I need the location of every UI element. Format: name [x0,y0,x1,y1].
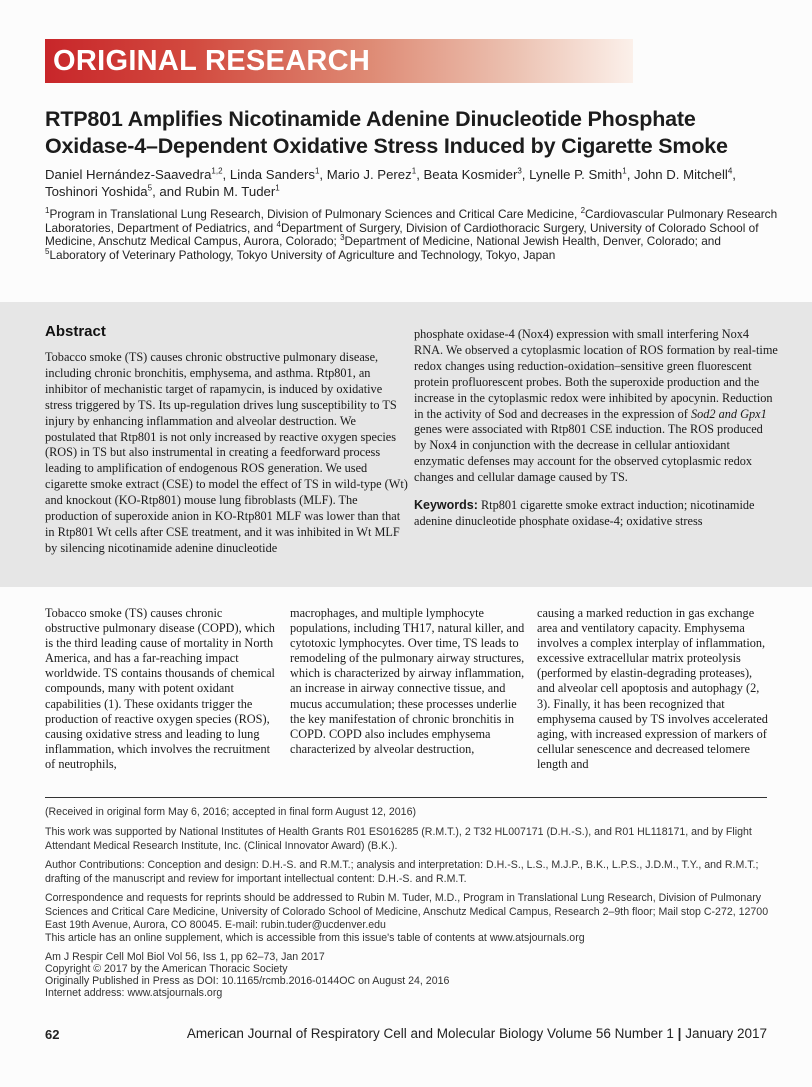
body-column-1: Tobacco smoke (TS) causes chronic obstructive pulmonary disease (COPD), which is the third leading cause of mortality in North America, and has a far-reaching impact worldwide. TS contains thousands of chemical compounds, many with potent oxidant capabilities (1). These oxidants trigger the production of reactive oxygen species (ROS), causing oxidative stress and leading to lung inflammation, which involves the recruitment of neutrophils, [45,606,275,771]
author-list [45,166,785,200]
supplement-note: This article has an online supplement, which is accessible from this issue's table of contents at www.atsjournals.org [45,932,585,944]
copyright-line: Copyright © 2017 by the American Thoracic Society [45,963,288,975]
author-affiliation-marker: 1,2 [211,166,223,176]
affiliation-marker: 3 [340,233,345,243]
journal-name: American Journal of Respiratory Cell and Molecular Biology Volume 56 Number 1 [186,1026,674,1041]
author-name: Rubin M. Tuder [185,184,276,199]
affiliations [45,208,785,262]
article-title [45,106,785,160]
abstract-text-left [45,350,409,557]
body-column-2: macrophages, and multiple lymphocyte populations, including TH17, natural killer, and cytotoxic lymphocytes. Over time, TS leads to remodeling of the pulmonary airway structures, which is characterized by airway inflammation, an increase in airway connective tissue, and mucus accumulation; these processes underlie the key manifestation of chronic bronchitis in COPD. COPD also includes emphysema characterized by alveolar destruction, [290,606,525,756]
author-separator: , [319,167,327,182]
keywords-list: Rtp801 cigarette smoke extract induction; nicotinamide adenine dinucleotide phosphate oxidase-4; oxidative stress [414,498,755,528]
author-affiliation-marker: 1 [411,166,417,176]
author-name: Toshinori Yoshida [45,184,148,199]
author-affiliation-marker: 1 [275,183,280,193]
author-name: Lynelle P. Smith [529,167,623,182]
author-affiliation-marker: 4 [727,166,733,176]
author-separator: , [626,167,635,182]
abstract-paragraph: Tobacco smoke (TS) causes chronic obstructive pulmonary disease, including chronic bronchitis, emphysema, and asthma. Rtp801, an inhibitor of mechanistic target of rapamycin, is induced by oxidative stress triggered by TS. Its up-regulation drives lung susceptibility to TS injury by enhancing inflammation and alveolar destruction. We postulated that Rtp801 is not only increased by reactive oxygen species (ROS) in TS but also instrumental in creating a feedforward process leading to amplification of endogenous ROS generation. We used cigarette smoke extract (CSE) to model the effect of TS in wild-type (Wt) and knockout (KO-Rtp801) mouse lung fibroblasts (MLF). The production of superoxide anion in KO-Rtp801 MLF was lower than that in Rtp801 Wt cells after CSE treatment, and it was inhibited in Wt MLF by silencing nicotinamide adenine dinucleotide [45,350,408,555]
citation-block [45,951,775,999]
author-separator: , and [152,184,186,199]
affiliation-marker: 5 [45,246,50,256]
funding-note: This work was supported by National Institutes of Health Grants R01 ES016285 (R.M.T.), 2 T32 HL007171 (D.H.-S.), and R01 HL118171, and by Flight Attendant Medical Research Institute, Inc. (Clinical Innovator Award) (B.K.). [45,826,752,852]
correspondence-note: Correspondence and requests for reprints should be addressed to Rubin M. Tuder, M.D., Program in Translational Lung Research, Division of Pulmonary Sciences and Critical Care Medicine, University of Colorado School of Medicine, Anschutz Medical Campus, Research 2–9th floor; Mail stop C-272, 12700 East 19th Avenue, Aurora, CO 80045. E-mail: rubin.tuder@ucdenver.edu [45,892,769,931]
author-affiliation-marker: 3 [517,166,522,176]
page-number: 62 [45,1027,60,1042]
author-separator: , [416,167,424,182]
title-line-1: RTP801 Amplifies Nicotinamide Adenine Dinucleotide Phosphate [45,107,696,131]
citation-line: Am J Respir Cell Mol Biol Vol 56, Iss 1, pp 62–73, Jan 2017 [45,951,325,963]
running-footer [187,1026,767,1041]
author-affiliation-marker: 5 [147,183,153,193]
author-name: John D. Mitchell [634,167,728,182]
author-name: Linda Sanders [229,167,315,182]
affiliation-text: Department of Medicine, National Jewish Health, Denver, Colorado; and [344,234,721,248]
affiliation-marker: 1 [45,206,50,216]
affiliation-marker: 2 [580,206,586,216]
body-column-3: causing a marked reduction in gas exchange area and ventilatory capacity. Emphysema involves a complex interplay of inflammation, excessive extracellular matrix proteolysis (performed by elastin-degrading proteases), and alveolar cell apoptosis and autophagy (2, 3). Finally, it has been recognized that emphysema caused by TS involves accelerated aging, with increased expression of markers of cellular senescence and decreased telomere length and [537,606,768,771]
gene-names: Sod2 and Gpx1 [690,406,767,421]
footnote-divider [45,797,767,798]
keywords-label: Keywords: [414,498,478,513]
internet-address: Internet address: www.atsjournals.org [45,987,223,999]
abstract-text-segment: genes were associated with Rtp801 CSE induction. The ROS produced by Nox4 in conjunction with the decrease in cellular antioxidant enzymatic defenses may account for the observed cytoplasmic redox changes and cellular damage caused by TS. [414,422,763,485]
abstract-text-segment: phosphate oxidase-4 (Nox4) expression with small interfering Nox4 RNA. We observed a cytoplasmic location of ROS formation by real-time redox changes using reduction-oxidation–sensitive green fluorescent protein profluorescent probes. Both the superoxide production and the increase in the cytoplasmic redox were inhibited by apocynin. Reduction in the activity of Sod and decreases in the expression of [414,327,778,421]
affiliation-marker: 4 [276,219,281,229]
abstract-paragraph-continued [414,327,778,486]
author-separator: , [222,167,230,182]
affiliation-text: Program in Translational Lung Research, Division of Pulmonary Sciences and Critical Care Medicine, [49,207,581,221]
affiliation-text: Cardiovascular Pulmonary Research Laboratories, Department of Pediatrics, and [45,207,778,235]
affiliation-text: Department of Surgery, Division of Cardiothoracic Surgery, University of Colorado School of Medicine, Anschutz Medical Campus, Aurora, Colorado; [45,220,759,248]
received-note: (Received in original form May 6, 2016; accepted in final form August 12, 2016) [45,806,416,818]
doi-line: Originally Published in Press as DOI: 10.1165/rcmb.2016-0144OC on August 24, 2016 [45,975,450,987]
abstract-text-right [414,327,778,530]
banner-label: ORIGINAL RESEARCH [53,45,371,77]
title-line-2: Oxidase-4–Dependent Oxidative Stress Induced by Cigarette Smoke [45,134,728,158]
author-separator: , [521,167,530,182]
author-name: Beata Kosmider [423,167,518,182]
author-affiliation-marker: 1 [622,166,627,176]
contributions-note: Author Contributions: Conception and design: D.H.-S. and R.M.T.; analysis and interpretation: D.H.-S., L.S., M.J.P., B.K., L.P.S., J.D.M., T.Y., and R.M.T.; drafting of the manuscript and review for important intellectual content: D.H.-S. and R.M.T. [45,859,759,885]
author-name: Daniel Hernández-Saavedra [45,167,212,182]
affiliation-text: Laboratory of Veterinary Pathology, Tokyo University of Agriculture and Technology, Tokyo, Japan [49,247,556,262]
abstract-heading: Abstract [45,323,106,340]
section-banner [45,39,633,83]
issue-date: January 2017 [685,1026,767,1041]
author-name: Mario J. Perez [326,167,412,182]
keywords [414,498,778,530]
footer-separator: | [677,1026,682,1041]
author-affiliation-marker: 1 [314,166,320,176]
author-separator: , [732,167,736,182]
